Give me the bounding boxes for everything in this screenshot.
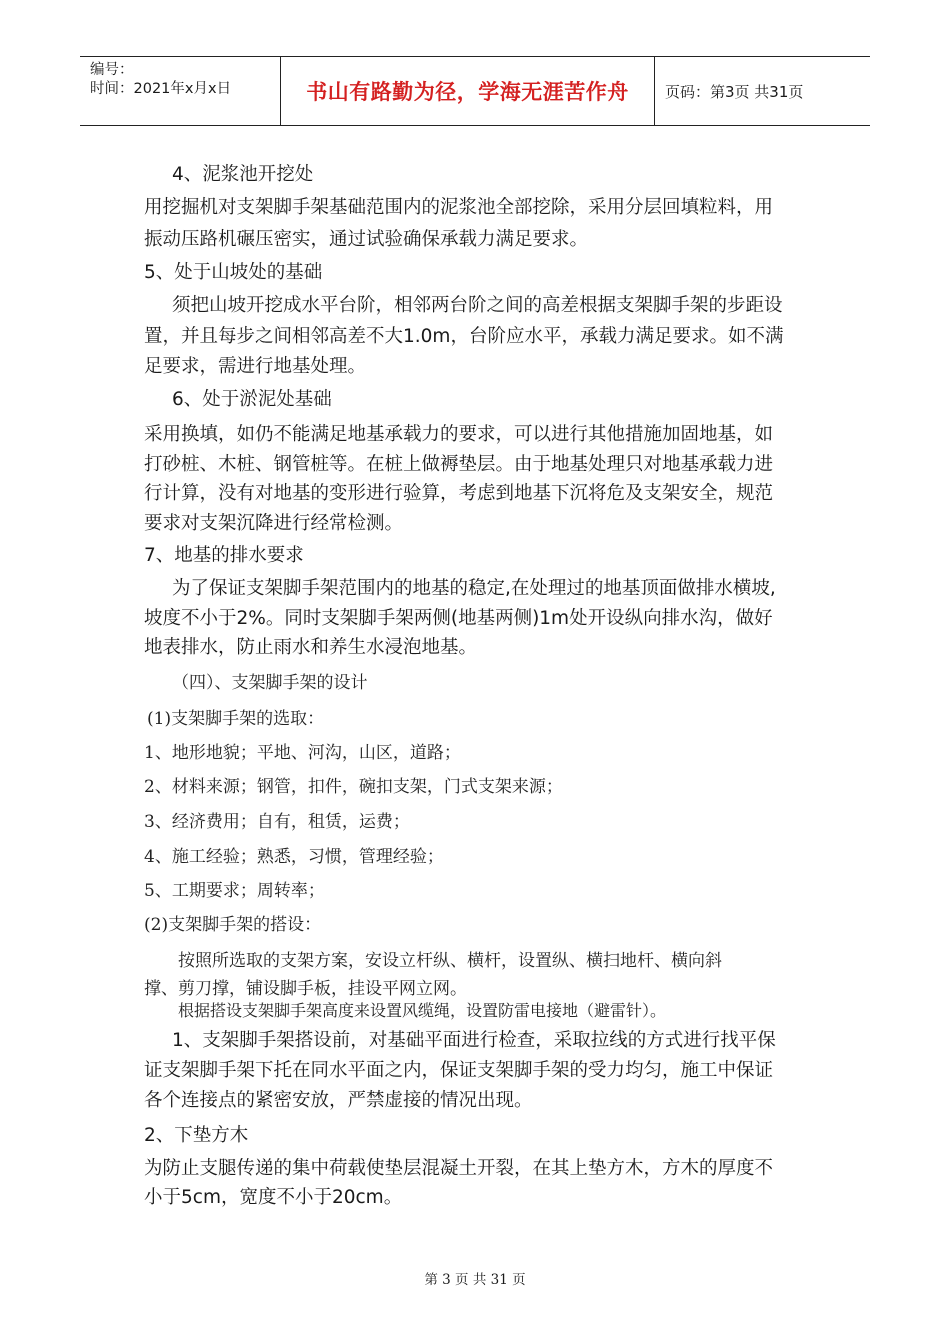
section-heading: 5、处于山坡处的基础 bbox=[144, 262, 323, 283]
paragraph-line: 小于5cm，宽度不小于20cm。 bbox=[144, 1187, 403, 1208]
paragraph-line: 振动压路机碾压密实，通过试验确保承载力满足要求。 bbox=[144, 229, 589, 250]
paragraph-line: 为防止支腿传递的集中荷载使垫层混凝土开裂，在其上垫方木，方木的厚度不 bbox=[144, 1158, 774, 1179]
paragraph-line: 证支架脚手架下托在同水平面之内，保证支架脚手架的受力均匀，施工中保证 bbox=[144, 1060, 774, 1081]
number-label: 编号： bbox=[90, 62, 134, 78]
paragraph-line: 撑、剪刀撑，铺设脚手板，挂设平网立网。 bbox=[144, 979, 467, 999]
list-item: 1、地形地貌；平地、河沟，山区，道路； bbox=[144, 743, 461, 763]
paragraph-line: 要求对支架沉降进行经常检测。 bbox=[144, 513, 404, 534]
paragraph-line: 打砂桩、木桩、钢管桩等。在桩上做褥垫层。由于地基处理只对地基承载力进 bbox=[144, 454, 774, 475]
paragraph-line: 行计算，没有对地基的变形进行验算，考虑到地基下沉将危及支架安全，规范 bbox=[144, 483, 774, 504]
section-heading: （四）、支架脚手架的设计 bbox=[172, 673, 368, 693]
paragraph-line: 足要求，需进行地基处理。 bbox=[144, 356, 367, 377]
section-heading: 6、处于淤泥处基础 bbox=[172, 389, 332, 410]
paragraph-line: 为了保证支架脚手架范围内的地基的稳定,在处理过的地基顶面做排水横坡, bbox=[172, 578, 776, 599]
list-item: 2、材料来源；钢管，扣件，碗扣支架，门式支架来源； bbox=[144, 777, 563, 797]
section-heading: 2、下垫方木 bbox=[144, 1125, 249, 1146]
header-meta bbox=[80, 57, 281, 125]
paragraph-line: 1、支架脚手架搭设前，对基础平面进行检查，采取拉线的方式进行找平保 bbox=[172, 1030, 776, 1051]
paragraph-line: 采用换填，如仍不能满足地基承载力的要求，可以进行其他措施加固地基，如 bbox=[144, 424, 774, 445]
header-page-info: 页码：第3页 共31页 bbox=[665, 82, 804, 101]
paragraph-line: 各个连接点的紧密安放，严禁虚接的情况出现。 bbox=[144, 1090, 533, 1111]
header-motto: 书山有路勤为径，学海无涯苦作舟 bbox=[281, 57, 655, 125]
paragraph-line: 须把山坡开挖成水平台阶，相邻两台阶之间的高差根据支架脚手架的步距设 bbox=[172, 295, 783, 316]
page-footer: 第 3 页 共 31 页 bbox=[424, 1272, 526, 1288]
paragraph-line: 地表排水，防止雨水和养生水浸泡地基。 bbox=[144, 637, 478, 658]
time-label: 时间：2021年x月x日 bbox=[90, 81, 232, 97]
subsection-heading: (1)支架脚手架的选取： bbox=[147, 709, 325, 729]
section-heading: 4、泥浆池开挖处 bbox=[172, 164, 314, 185]
paragraph-line: 用挖掘机对支架脚手架基础范围内的泥浆池全部挖除，采用分层回填粒料，用 bbox=[144, 197, 774, 218]
list-item: 3、经济费用；自有，租赁，运费； bbox=[144, 812, 410, 832]
paragraph-line: 坡度不小于2%。同时支架脚手架两侧(地基两侧)1m处开设纵向排水沟，做好 bbox=[144, 608, 773, 629]
section-heading: 7、地基的排水要求 bbox=[144, 545, 304, 566]
page-header bbox=[80, 56, 870, 126]
paragraph-line: 根据搭设支架脚手架高度来设置风缆绳，设置防雷电接地（避雷针）。 bbox=[178, 1001, 667, 1020]
paragraph-line: 按照所选取的支架方案，安设立杆纵、横杆，设置纵、横扫地杆、横向斜 bbox=[178, 951, 722, 971]
subsection-heading: (2)支架脚手架的搭设： bbox=[144, 915, 322, 935]
list-item: 5、工期要求；周转率； bbox=[144, 881, 325, 901]
list-item: 4、施工经验；熟悉，习惯，管理经验； bbox=[144, 847, 444, 867]
paragraph-line: 置，并且每步之间相邻高差不大1.0m，台阶应水平，承载力满足要求。如不满 bbox=[144, 326, 784, 347]
